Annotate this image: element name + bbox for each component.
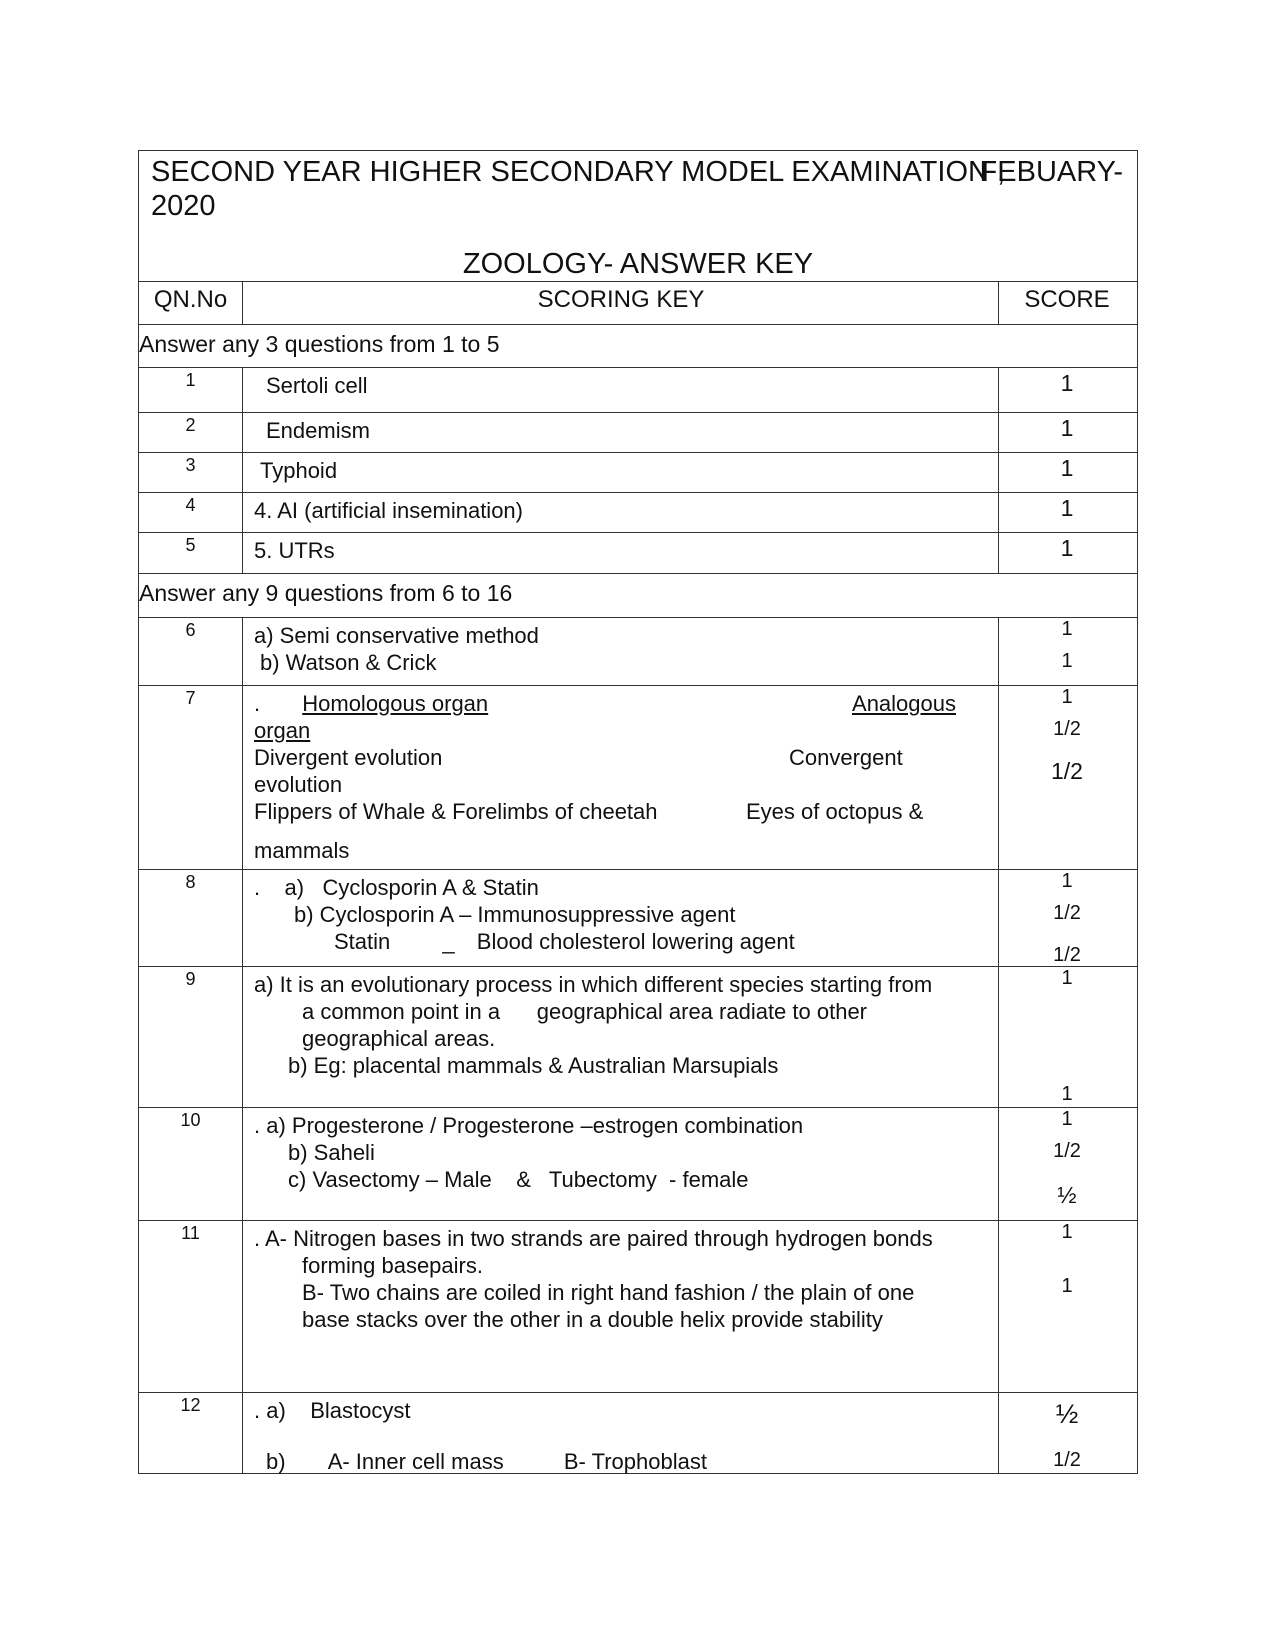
question-number: 3 xyxy=(139,453,243,492)
answer-line: B- Two chains are coiled in right hand fashion / the plain of one xyxy=(302,1280,915,1305)
score-value: 1 xyxy=(1061,1108,1073,1130)
answer-line: Sertoli cell xyxy=(266,373,368,398)
score-cell xyxy=(999,368,1135,412)
scoring-key-header: SCORING KEY xyxy=(243,282,999,324)
score-value: 1 xyxy=(1060,370,1074,396)
score-value: ½ xyxy=(1057,1182,1077,1208)
answer-line: b) Saheli xyxy=(288,1140,375,1165)
question-number: 5 xyxy=(139,533,243,573)
answer-line: c) Vasectomy – Male & Tubectomy - female xyxy=(288,1167,749,1192)
score-value: 1 xyxy=(1061,1221,1073,1243)
column-heading-homologous: Homologous organ xyxy=(302,691,489,716)
score-value: 1 xyxy=(1061,618,1073,640)
inner-cell-mass: A- Inner cell mass xyxy=(327,1449,504,1474)
homologous-evolution: Divergent evolution xyxy=(254,745,443,770)
answer-line: . a) Blastocyst xyxy=(254,1398,411,1423)
table-row xyxy=(139,618,1137,686)
score-value: 1 xyxy=(1061,686,1073,708)
score-value: 1/2 xyxy=(1053,1449,1081,1471)
answer-text xyxy=(243,870,999,966)
answer-text xyxy=(243,1221,999,1392)
question-number: 2 xyxy=(139,413,243,452)
part-label: b) xyxy=(266,1449,286,1474)
answer-text: 5. UTRs xyxy=(243,533,999,573)
answer-key-table xyxy=(138,150,1138,1474)
table-row xyxy=(139,533,1137,574)
exam-title xyxy=(151,155,1127,223)
answer-line xyxy=(254,744,988,771)
score-value: 1/2 xyxy=(1053,902,1081,924)
answer-line: organ xyxy=(254,718,311,743)
score-cell xyxy=(999,1221,1135,1392)
question-number: 1 xyxy=(139,368,243,412)
question-number: 12 xyxy=(139,1393,243,1473)
table-row xyxy=(139,967,1137,1108)
answer-line: evolution xyxy=(254,772,343,797)
score-cell xyxy=(999,618,1135,685)
answer-line: mammals xyxy=(254,838,350,863)
question-number: 9 xyxy=(139,967,243,1107)
score-value: 1 xyxy=(1060,535,1074,561)
score-value: 1 xyxy=(1060,495,1074,521)
score-value: 1/2 xyxy=(1053,944,1081,966)
exam-month: FEBUARY- xyxy=(979,156,1123,188)
statin-label: Statin xyxy=(334,929,391,954)
score-value: 1 xyxy=(1061,1083,1073,1105)
answer-line: . a) Cyclosporin A & Statin xyxy=(254,875,539,900)
answer-text xyxy=(243,453,999,492)
answer-line: a common point in a geographical area radiate to other xyxy=(302,999,868,1024)
answer-text: 4. AI (artificial insemination) xyxy=(243,493,999,532)
score-cell xyxy=(999,870,1135,966)
score-value: 1/2 xyxy=(1051,758,1083,784)
question-number: 11 xyxy=(139,1221,243,1392)
answer-line xyxy=(254,798,988,825)
answer-line: Typhoid xyxy=(260,458,338,483)
answer-line: . A- Nitrogen bases in two strands are paired through hydrogen bonds xyxy=(254,1226,933,1251)
answer-text xyxy=(243,967,999,1107)
homologous-example: Flippers of Whale & Forelimbs of cheetah xyxy=(254,799,658,824)
table-row xyxy=(139,453,1137,493)
table-row xyxy=(139,870,1137,967)
answer-text xyxy=(243,1393,999,1473)
column-header-row xyxy=(139,282,1137,325)
question-number: 7 xyxy=(139,686,243,869)
score-cell xyxy=(999,533,1135,573)
score-cell xyxy=(999,453,1135,492)
answer-line xyxy=(254,928,988,955)
score-value: 1 xyxy=(1061,650,1073,672)
trophoblast: B- Trophoblast xyxy=(563,1449,707,1474)
score-value: 1/2 xyxy=(1053,1140,1081,1162)
answer-line: Endemism xyxy=(266,418,370,443)
answer-line xyxy=(254,690,988,717)
section-heading-1: Answer any 3 questions from 1 to 5 xyxy=(139,325,1137,368)
exam-year: 2020 xyxy=(151,190,216,222)
score-value: 1 xyxy=(1060,415,1074,441)
bullet-dot: . xyxy=(254,691,261,716)
answer-line: b) Eg: placental mammals & Australian Marsupials xyxy=(288,1053,779,1078)
score-header: SCORE xyxy=(1024,286,1110,313)
answer-text xyxy=(243,368,999,412)
table-row xyxy=(139,1221,1137,1393)
score-value: ½ xyxy=(1055,1399,1079,1429)
section-heading-2: Answer any 9 questions from 6 to 16 xyxy=(139,574,1137,618)
analogous-example: Eyes of octopus & xyxy=(746,799,924,824)
answer-line: b) Watson & Crick xyxy=(260,650,437,675)
answer-line: a) Semi conservative method xyxy=(254,623,539,648)
score-value: 1/2 xyxy=(1053,718,1081,740)
table-row xyxy=(139,686,1137,870)
answer-line: forming basepairs. xyxy=(302,1253,483,1278)
score-cell xyxy=(999,1393,1135,1473)
score-value: 1 xyxy=(1061,1275,1073,1297)
score-cell xyxy=(999,1108,1135,1220)
score-value: 1 xyxy=(1061,967,1073,989)
table-row xyxy=(139,368,1137,413)
table-row xyxy=(139,413,1137,453)
table-row xyxy=(139,1108,1137,1221)
table-row xyxy=(139,1393,1137,1473)
subject-title: ZOOLOGY- ANSWER KEY xyxy=(462,248,814,280)
answer-line: . a) Progesterone / Progesterone –estrogen combination xyxy=(254,1113,804,1138)
score-cell xyxy=(999,413,1135,452)
exam-title-text: SECOND YEAR HIGHER SECONDARY MODEL EXAMINATION , xyxy=(151,156,1006,188)
analogous-evolution: Convergent xyxy=(789,745,903,770)
column-heading-analogous: Analogous xyxy=(852,691,956,716)
question-number: 8 xyxy=(139,870,243,966)
answer-line xyxy=(254,1448,988,1475)
question-number: 4 xyxy=(139,493,243,532)
dash: _ xyxy=(442,929,455,954)
score-cell xyxy=(999,493,1135,532)
answer-text xyxy=(243,1108,999,1220)
table-row xyxy=(139,493,1137,533)
score-value: 1 xyxy=(1060,455,1074,481)
answer-text xyxy=(243,413,999,452)
question-number: 10 xyxy=(139,1108,243,1220)
answer-line: a) It is an evolutionary process in which different species starting from xyxy=(254,972,933,997)
answer-line: base stacks over the other in a double helix provide stability xyxy=(302,1307,883,1332)
qn-header: QN.No xyxy=(139,282,243,324)
statin-use: Blood cholesterol lowering agent xyxy=(476,929,795,954)
score-value: 1 xyxy=(1061,870,1073,892)
answer-text xyxy=(243,686,999,869)
answer-line: geographical areas. xyxy=(302,1026,496,1051)
score-cell xyxy=(999,967,1135,1107)
answer-line: b) Cyclosporin A – Immunosuppressive agent xyxy=(294,902,736,927)
title-block xyxy=(139,151,1137,282)
question-number: 6 xyxy=(139,618,243,685)
answer-text xyxy=(243,618,999,685)
score-cell xyxy=(999,686,1135,869)
